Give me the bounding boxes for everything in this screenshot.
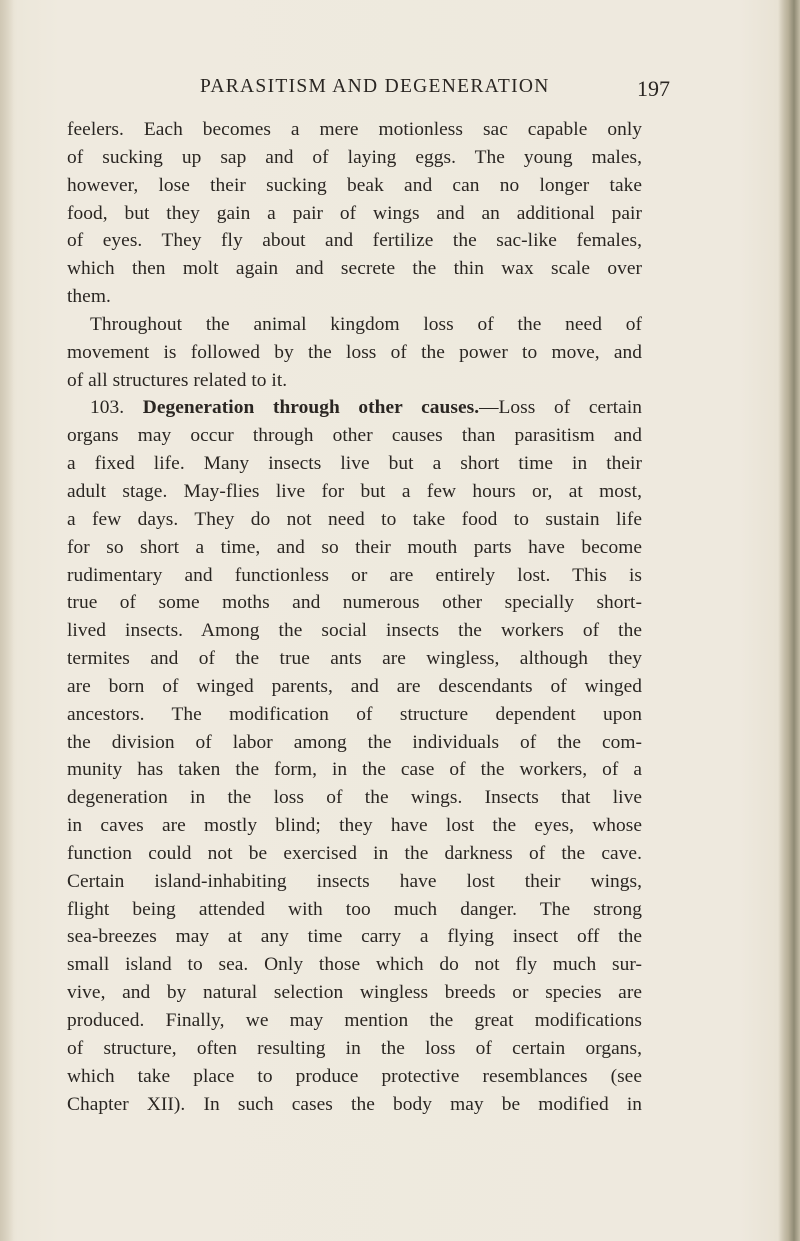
text-line: which then molt again and secrete the thin wax scale over [67,258,642,280]
text-line: a few days. They do not need to take food to sustain life [67,508,642,530]
text-line: of structure, often resulting in the loss of certain organs, [67,1037,642,1059]
text-line: Chapter XII). In such cases the body may be modified in [67,1093,642,1115]
text-line: of all structures related to it. [67,369,288,391]
text-line: the division of labor among the individuals of the com- [67,731,642,753]
text-line: flight being attended with too much danger. The strong [67,898,642,920]
text-line: ancestors. The modification of structure dependent upon [67,703,642,725]
text-line: organs may occur through other causes than parasitism and [67,425,642,447]
section-heading-line [67,394,642,422]
text-line: feelers. Each becomes a mere motionless sac capable only [67,119,642,140]
text-line: rudimentary and functionless or are entirely lost. This is [67,564,642,586]
text-line: true of some moths and numerous other specially short- [67,592,642,614]
text-line: movement is followed by the loss of the power to move, and [67,341,642,363]
text-line: —Loss of certain [479,397,643,419]
text-line: adult stage. May-flies live for but a few hours or, at most, [67,480,642,502]
text-line: lived insects. Among the social insects the workers of the [67,620,642,642]
section-number: 103. [90,397,125,419]
text-line: Throughout the animal kingdom loss of the need of [90,313,642,335]
running-title: PARASITISM AND DEGENERATION [200,76,550,97]
text-line: of eyes. They fly about and fertilize the sac-like females, [67,230,642,252]
binding-shadow [0,0,14,1241]
text-line: small island to sea. Only those which do not fly much sur- [67,954,642,976]
text-line: which take place to produce protective resemblances (see [67,1065,642,1087]
text-line: munity has taken the form, in the case of the workers, of a [67,759,642,781]
text-line: food, but they gain a pair of wings and an additional pair [67,202,642,224]
text-line: termites and of the true ants are wingless, although they [67,648,642,670]
text-line: of sucking up sap and of laying eggs. The young males, [67,146,642,168]
text-line: a fixed life. Many insects live but a short time in their [67,453,642,475]
text-line: are born of winged parents, and are descendants of winged [67,675,642,697]
text-line: them. [67,286,111,308]
section-heading: Degeneration through other causes. [142,397,480,419]
page-number: 197 [637,76,670,101]
text-line: Certain island-inhabiting insects have lost their wings, [67,870,642,892]
text-line: function could not be exercised in the darkness of the cave. [67,842,642,864]
text-line: sea-breezes may at any time carry a flying insect off the [67,926,642,948]
text-line: vive, and by natural selection wingless breeds or species are [67,982,642,1004]
text-line: however, lose their sucking beak and can no longer take [67,174,642,196]
running-head [200,76,670,104]
page-edge [778,0,800,1241]
text-line: degeneration in the loss of the wings. Insects that live [67,787,642,809]
body-text [67,116,642,1118]
text-line: for so short a time, and so their mouth parts have become [67,536,642,558]
text-line: produced. Finally, we may mention the great modifications [67,1010,642,1031]
text-line: in caves are mostly blind; they have lost the eyes, whose [67,815,642,837]
